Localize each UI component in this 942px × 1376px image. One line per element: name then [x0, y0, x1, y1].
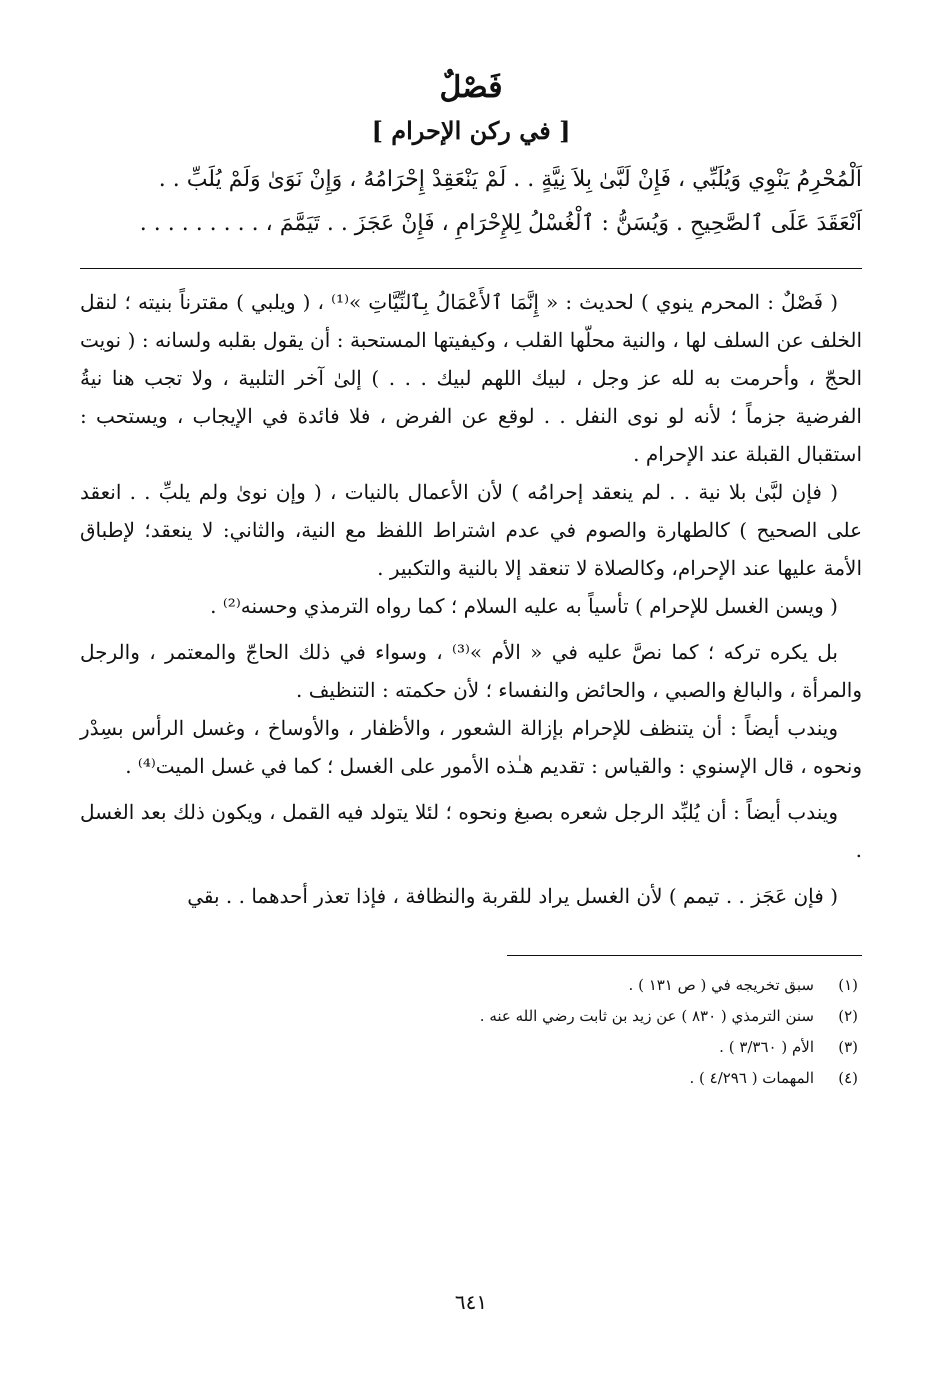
commentary	[80, 283, 862, 915]
footnote	[80, 1032, 858, 1063]
footnote-text: الأم ( ٣/٣٦٠ ) .	[719, 1038, 814, 1056]
footnote-divider	[507, 955, 862, 956]
matn-text	[80, 158, 862, 246]
chapter-title: فَصْلٌ	[439, 70, 503, 105]
commentary-paragraph: ويندب أيضاً : أن يتنظف للإحرام بإزالة الشعور ، والأظفار ، والأوساخ ، وغسل الرأس بسِدْر ونحوه ، قال الإسنوي : والقياس : تقديم هـٰذه الأمور على الغسل ؛ كما في غسل الميت⁽⁴⁾ .	[80, 716, 862, 778]
footnote-number: (٣)	[838, 1038, 858, 1056]
matn-line: اَلْمُحْرِمُ يَنْوِي وَيُلَبِّي ، فَإِنْ لَبَّىٰ بِلاَ نِيَّةٍ . . لَمْ يَنْعَقِدْ إِحْرَامُهُ ، وَإِنْ نَوَىٰ وَلَمْ يُلَبِّ . .	[158, 167, 862, 192]
matn-line: اَنْعَقَدَ عَلَى ٱلصَّحِيحِ . وَيُسَنُّ : ٱلْغُسْلُ لِلإِحْرَامِ ، فَإِنْ عَجَزَ . . تَيَمَّمَ ، . . . . . . . . .	[139, 211, 862, 236]
footnotes	[80, 970, 862, 1094]
commentary-paragraph: بل يكره تركه ؛ كما نصَّ عليه في « الأم »⁽³⁾ ، وسواء في ذلك الحاجّ والمعتمر ، والرجل والمرأة ، والبالغ والصبي ، والحائض والنفساء ؛ لأن حكمته : التنظيف .	[80, 640, 862, 702]
footnote	[80, 970, 858, 1001]
footnote-text: المهمات ( ٤/٢٩٦ ) .	[689, 1069, 814, 1087]
commentary-paragraph: ( فإن عَجَز . . تيمم ) لأن الغسل يراد للقربة والنظافة ، فإذا تعذر أحدهما . . بقي	[187, 884, 838, 908]
footnote	[80, 1001, 858, 1032]
footnote-text: سبق تخريجه في ( ص ١٣١ ) .	[628, 976, 814, 994]
page-number: ٦٤١	[454, 1290, 488, 1314]
commentary-paragraph: ( فإن لبَّىٰ بلا نية . . لم ينعقد إحرامُه ) لأن الأعمال بالنيات ، ( وإن نوىٰ ولم يلبِّ . . انعقد على الصحيح ) كالطهارة والصوم في عدم اشتراط اللفظ مع النية، والثاني: لا ينعقد؛ لإطباق الأمة عليها عند الإحرام، وكالصلاة لا تنعقد إلا بالنية والتكبير .	[80, 480, 862, 580]
commentary-paragraph: ( فَصْلٌ : المحرم ينوي ) لحديث : « إِنَّمَا ٱلأَعْمَالُ بِٱلنِّيَّاتِ »⁽¹⁾ ، ( ويلبي ) مقترناً بنيته ؛ لنقل الخلف عن السلف لها ، والنية محلّها القلب ، وكيفيتها المستحبة : أن يقول بقلبه ولسانه : ( نويت الحجّ ، وأحرمت به لله عز وجل ، لبيك اللهم لبيك . . . ) إلىٰ آخر التلبية ، ولا تجب هنا نيةُ الفرضية جزماً ؛ لأنه لو نوى النفل . . لوقع عن الفرض ، فلا فائدة في الإيجاب ، ويستحب : استقبال القبلة عند الإحرام .	[80, 290, 862, 466]
matn-divider	[80, 268, 862, 269]
footnote-number: (١)	[838, 976, 858, 994]
footnote-text: سنن الترمذي ( ٨٣٠ ) عن زيد بن ثابت رضي الله عنه .	[479, 1007, 814, 1025]
commentary-paragraph: ويندب أيضاً : أن يُلبِّد الرجل شعره بصبغ ونحوه ؛ لئلا يتولد فيه القمل ، ويكون ذلك بعد الغسل .	[80, 800, 862, 862]
footnote	[80, 1063, 858, 1094]
page	[80, 70, 862, 1094]
commentary-paragraph: ( ويسن الغسل للإحرام ) تأسياً به عليه السلام ؛ كما رواه الترمذي وحسنه⁽²⁾ .	[210, 594, 838, 618]
footnote-number: (٤)	[838, 1069, 858, 1087]
section-title: [ في ركن الإحرام ]	[371, 116, 571, 145]
footnote-number: (٢)	[838, 1007, 858, 1025]
